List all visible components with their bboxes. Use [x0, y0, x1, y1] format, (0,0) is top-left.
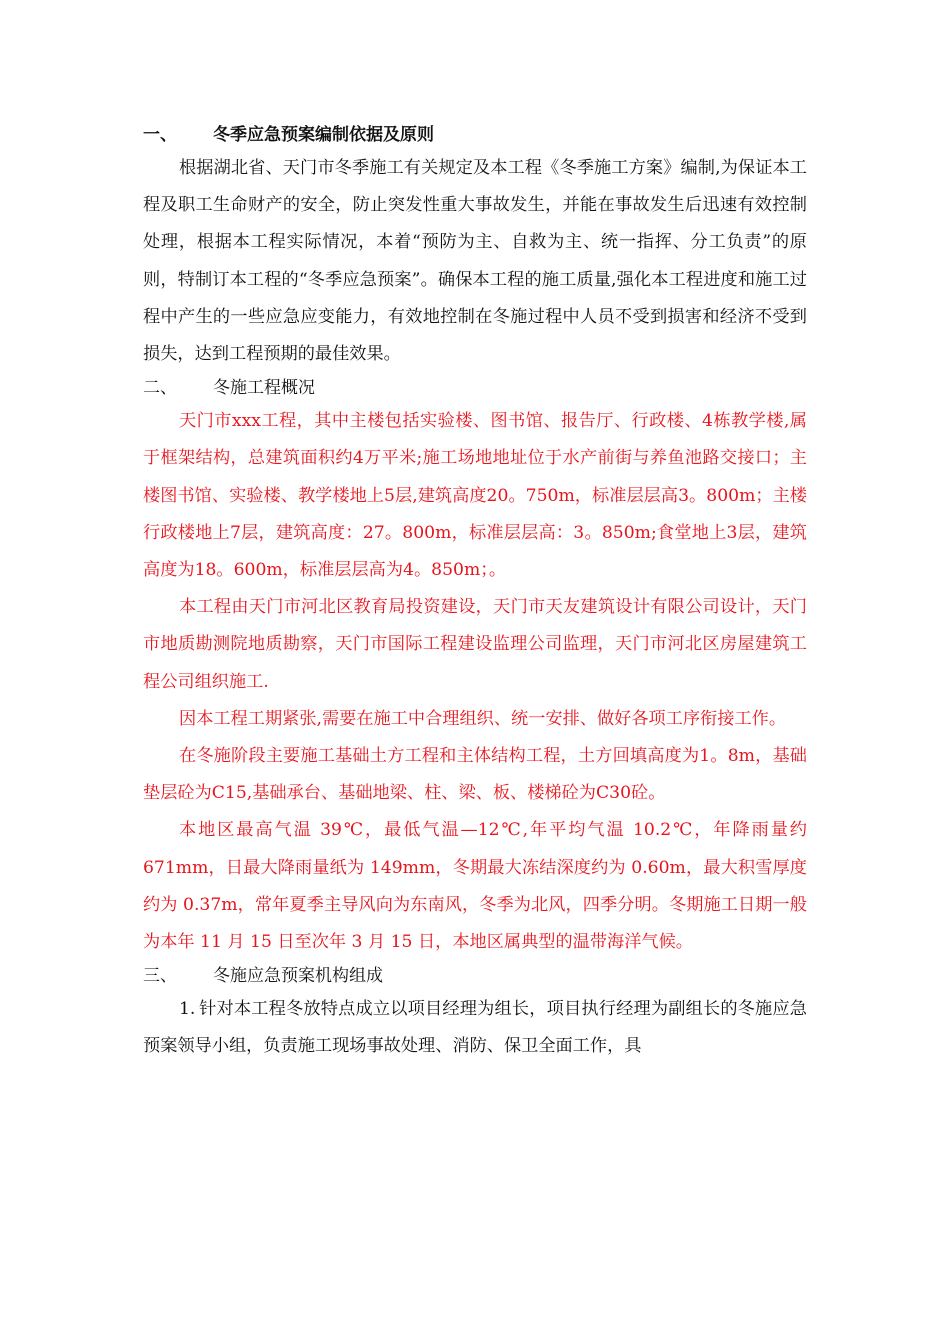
- section-title: 冬施应急预案机构组成: [213, 966, 383, 987]
- section-number: 三、: [143, 966, 177, 987]
- document-page: [143, 120, 807, 1066]
- section-heading-1: [143, 120, 807, 150]
- paragraph-basis-principles: 根据湖北省、天门市冬季施工有关规定及本工程《冬季施工方案》编制,为保证本工程及职工生命财产的安全，防止突发性重大事故发生，并能在事故发生后迅速有效控制处理，根据本工程实际情况，本着“预防为主、自救为主、统一指挥、分工负责”的原则，特制订本工程的“冬季应急预案”。确保本工程的施工质量,强化本工程进度和施工过程中产生的一些应急应变能力，有效地控制在冬施过程中人员不受到损害和经济不受到损失，达到工程预期的最佳效果。: [143, 158, 807, 365]
- paragraph-project-parties: 本工程由天门市河北区教育局投资建设，天门市天友建筑设计有限公司设计，天门市地质勘测院地质勘察，天门市国际工程建设监理公司监理，天门市河北区房屋建筑工程公司组织施工.: [143, 597, 807, 692]
- section-title: 冬施工程概况: [213, 378, 315, 399]
- list-item: [143, 991, 807, 1065]
- list-item-number: 1.: [179, 999, 196, 1020]
- section-number: 二、: [143, 378, 177, 399]
- section-number: 一、: [143, 125, 177, 145]
- paragraph-winter-works: 在冬施阶段主要施工基础土方工程和主体结构工程，土方回填高度为1。8m，基础垫层砼为C15,基础承台、基础地梁、柱、梁、板、楼梯砼为C30砼。: [143, 746, 807, 804]
- section-heading-3: [143, 961, 807, 991]
- paragraph-project-overview: 天门市xxx工程，其中主楼包括实验楼、图书馆、报告厅、行政楼、4栋教学楼,属于框架结构，总建筑面积约4万平米;施工场地地址位于水产前街与养鱼池路交接口；主楼图书馆、实验楼、教学楼地上5层,建筑高度20。750m，标准层层高3。800m；主楼行政楼地上7层，建筑高度：27。800m，标准层层高：3。850m;食堂地上3层，建筑高度为18。600m，标准层层高为4。850m；。: [143, 411, 807, 581]
- section-title: 冬季应急预案编制依据及原则: [213, 125, 434, 145]
- paragraph-schedule: 因本工程工期紧张,需要在施工中合理组织、统一安排、做好各项工序衔接工作。: [179, 708, 787, 729]
- section-heading-2: [143, 373, 807, 403]
- list-item-text: 针对本工程冬放特点成立以项目经理为组长，项目执行经理为副组长的冬施应急预案领导小组，负责施工现场事故处理、消防、保卫全面工作，具: [143, 999, 807, 1057]
- paragraph-climate: 本地区最高气温 39℃，最低气温—12℃,年平均气温 10.2℃，年降雨量约 671mm，日最大降雨量纸为 149mm，冬期最大冻结深度约为 0.60m，最大积雪厚度约为 0.37m，常年夏季主导风向为东南风，冬季为北风，四季分明。冬期施工日期一般为本年 11 月 15 日至次年 3 月 15 日，本地区属典型的温带海洋气候。: [143, 820, 807, 953]
